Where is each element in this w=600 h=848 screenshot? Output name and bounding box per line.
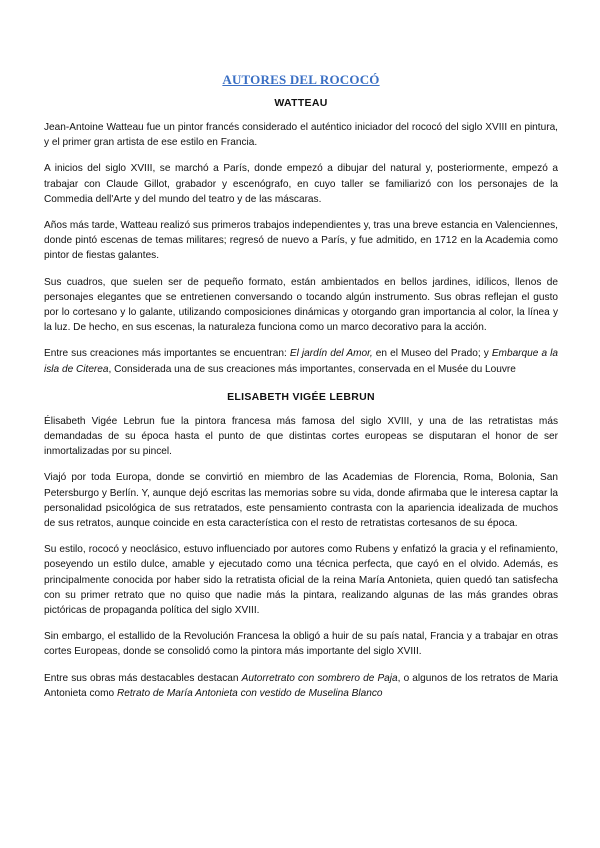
artwork-title: Autorretrato con sombrero de Paja (241, 672, 398, 684)
works-paragraph-vigee-lebrun (44, 671, 558, 701)
text-segment: Entre sus obras más destacables destacan (44, 672, 242, 684)
paragraph: Sus cuadros, que suelen ser de pequeño formato, están ambientados en bellos jardines, idílicos, llenos de personajes elegantes que se entretienen conversando o tocando algún instrumento. Sus obras reflejan el gusto por lo cortesano y lo galante, utilizando composiciones dinámicas y otorgando gran importancia al color, la línea y la luz. De hecho, en sus escenas, la naturaleza funciona como un marco decorativo para la acción. (44, 276, 558, 334)
paragraph: Viajó por toda Europa, donde se convirtió en miembro de las Academias de Florencia, Roma, Bolonia, San Petersburgo y Berlín. Y, aunque dejó escritas las memorias sobre su vida, donde afirmaba que le interesa captar la personalidad psicológica de sus retratados, este pensamiento contrasta con la apariencia idealizada de muchos de sus retratos, aunque coincide en esta característica con el resto de retratistas cortesanos de su época. (44, 472, 558, 530)
paragraph: Sin embargo, el estallido de la Revolución Francesa la obligó a huir de su país natal, Francia y a trabajar en otras cortes Europeas, donde se consolidó como la pintora más importante del siglo XVIII. (44, 631, 558, 658)
section-heading-vigee-lebrun: ELISABETH VIGÉE LEBRUN (227, 390, 375, 403)
artwork-title: Embarque a la isla de Citerea (44, 348, 558, 375)
artwork-title: Retrato de María Antonieta con vestido de Muselina Blanco (116, 687, 383, 699)
paragraph: Su estilo, rococó y neoclásico, estuvo influenciado por autores como Rubens y enfatizó la gracia y el refinamiento, poseyendo un estilo dulce, amable y ejecutado como una técnica perfecta, que cayó en el olvido. Además, es principalmente conocida por haber sido la retratista oficial de la reina María Antonieta, quien quedó tan satisfecha con su primer retrato que no quiso que nadie más la pintara, realizando algunas de las más grandes obras pictóricas de propaganda política del siglo XVIII. (44, 544, 558, 617)
paragraph: Jean-Antoine Watteau fue un pintor francés considerado el auténtico iniciador del rococó del siglo XVIII en pintura, y el primer gran artista de ese estilo en Francia. (44, 122, 558, 149)
artwork-title: El jardín del Amor, (289, 348, 373, 360)
document-title: AUTORES DEL ROCOCÓ (222, 72, 380, 87)
works-paragraph-watteau (44, 346, 558, 376)
section-heading-watteau: WATTEAU (274, 97, 328, 109)
paragraph: Años más tarde, Watteau realizó sus primeros trabajos independientes y, tras una breve estancia en Valenciennes, donde pintó escenas de temas militares; regresó de nuevo a París, y fue admitido, en 1712 en la Academia como pintor de fiestas galantes. (44, 220, 558, 262)
text-segment: Entre sus creaciones más importantes se encuentran: (44, 348, 290, 360)
text-segment: , Considerada una de sus creaciones más importantes, conservada en el Musée du Louvre (108, 363, 516, 375)
paragraph: A inicios del siglo XVIII, se marchó a París, donde empezó a dibujar del natural y, posteriormente, empezó a trabajar con Claude Gillot, grabador y escenógrafo, en cuyo taller se familiarizó con los personajes de la Commedia dell'Arte y del mundo del teatro y de las máscaras. (44, 163, 558, 205)
text-segment: , o algunos de los retratos de Maria Antonieta como (44, 672, 558, 699)
document-page (44, 72, 558, 712)
paragraph: Élisabeth Vigée Lebrun fue la pintora francesa más famosa del siglo XVIII, y una de las retratistas más demandadas de su época hasta el punto de que distintas cortes europeas se disputaran el honor de ser inmortalizadas por su pincel. (44, 415, 558, 458)
text-segment: en el Museo del Prado; y (372, 348, 492, 360)
